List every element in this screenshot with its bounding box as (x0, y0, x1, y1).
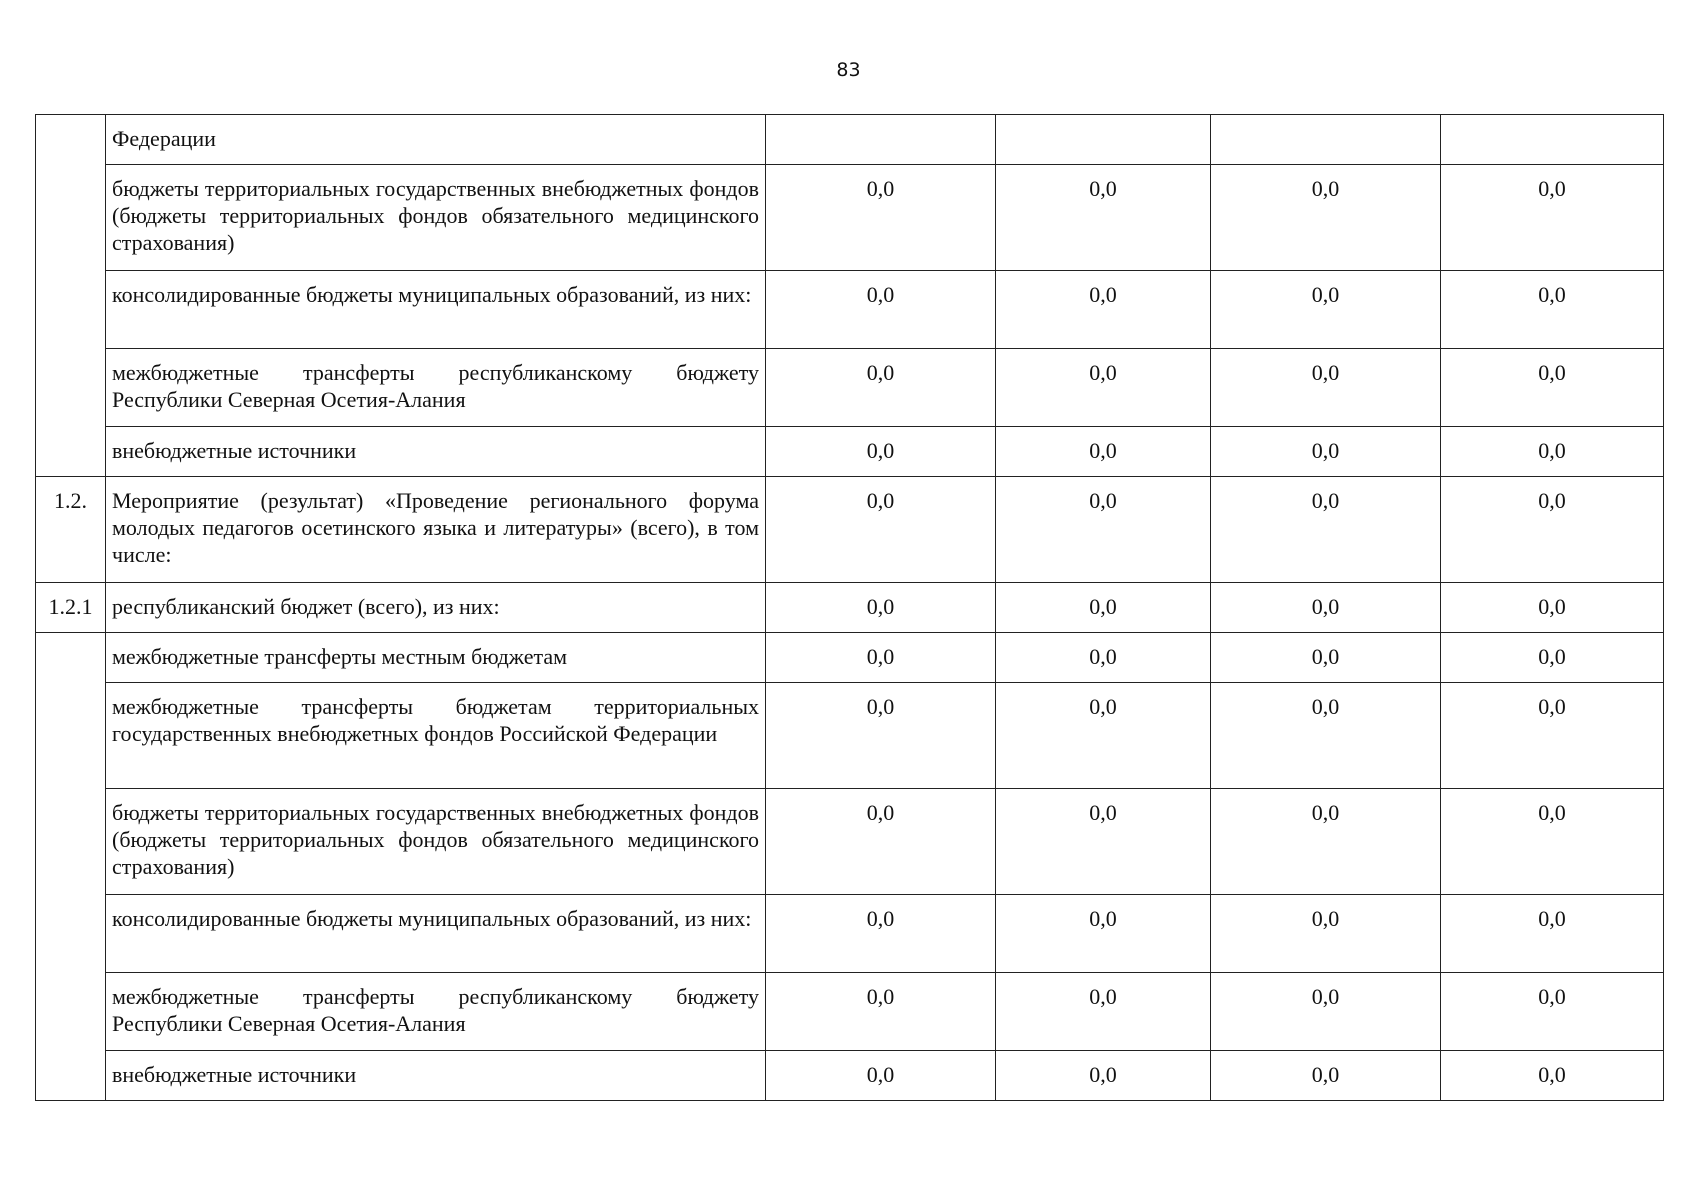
value-cell: 0,0 (1441, 973, 1664, 1051)
table-row (36, 789, 1664, 895)
value-cell: 0,0 (766, 973, 996, 1051)
row-description: межбюджетные трансферты местным бюджетам (106, 633, 766, 683)
table-row (36, 115, 1664, 165)
table-row (36, 427, 1664, 477)
row-description: республиканский бюджет (всего), из них: (106, 583, 766, 633)
row-number (36, 115, 106, 477)
page-number: 83 (836, 59, 861, 81)
value-cell: 0,0 (1441, 1051, 1664, 1101)
value-cell: 0,0 (996, 633, 1211, 683)
value-cell: 0,0 (1211, 427, 1441, 477)
value-cell: 0,0 (1211, 477, 1441, 583)
table-row (36, 683, 1664, 789)
row-description: консолидированные бюджеты муниципальных образований, из них: (106, 895, 766, 973)
value-cell: 0,0 (996, 349, 1211, 427)
table-row (36, 477, 1664, 583)
value-cell: 0,0 (1441, 427, 1664, 477)
row-description: межбюджетные трансферты республиканскому бюджету Республики Северная Осетия-Алания (106, 973, 766, 1051)
value-cell (766, 115, 996, 165)
table-row (36, 1051, 1664, 1101)
row-description: межбюджетные трансферты республиканскому бюджету Республики Северная Осетия-Алания (106, 349, 766, 427)
value-cell: 0,0 (996, 895, 1211, 973)
value-cell: 0,0 (1441, 789, 1664, 895)
table-row (36, 895, 1664, 973)
value-cell: 0,0 (1211, 973, 1441, 1051)
value-cell: 0,0 (1211, 633, 1441, 683)
value-cell: 0,0 (1211, 683, 1441, 789)
budget-table (35, 114, 1664, 1101)
value-cell: 0,0 (996, 1051, 1211, 1101)
row-description: бюджеты территориальных государственных внебюджетных фондов (бюджеты территориальных фондов обязательного медицинского страхования) (106, 789, 766, 895)
value-cell (1211, 115, 1441, 165)
row-number: 1.2.1 (36, 583, 106, 633)
row-description: Федерации (106, 115, 766, 165)
row-description: внебюджетные источники (106, 427, 766, 477)
value-cell: 0,0 (996, 683, 1211, 789)
value-cell: 0,0 (766, 165, 996, 271)
table-row (36, 633, 1664, 683)
value-cell: 0,0 (766, 789, 996, 895)
value-cell: 0,0 (1441, 477, 1664, 583)
value-cell: 0,0 (1441, 165, 1664, 271)
row-number: 1.2. (36, 477, 106, 583)
value-cell: 0,0 (1211, 349, 1441, 427)
value-cell: 0,0 (766, 349, 996, 427)
value-cell: 0,0 (766, 633, 996, 683)
value-cell: 0,0 (996, 789, 1211, 895)
value-cell: 0,0 (766, 895, 996, 973)
row-description: бюджеты территориальных государственных внебюджетных фондов (бюджеты территориальных фондов обязательного медицинского страхования) (106, 165, 766, 271)
value-cell: 0,0 (766, 683, 996, 789)
value-cell: 0,0 (996, 427, 1211, 477)
value-cell: 0,0 (996, 271, 1211, 349)
value-cell: 0,0 (766, 477, 996, 583)
row-description: консолидированные бюджеты муниципальных образований, из них: (106, 271, 766, 349)
value-cell: 0,0 (1441, 271, 1664, 349)
value-cell: 0,0 (1211, 789, 1441, 895)
value-cell: 0,0 (1441, 895, 1664, 973)
value-cell: 0,0 (1441, 683, 1664, 789)
row-description: Мероприятие (результат) «Проведение регионального форума молодых педагогов осетинского языка и литературы» (всего), в том числе: (106, 477, 766, 583)
row-number (36, 633, 106, 1101)
table-row (36, 583, 1664, 633)
value-cell: 0,0 (996, 477, 1211, 583)
row-description: межбюджетные трансферты бюджетам территориальных государственных внебюджетных фондов Российской Федерации (106, 683, 766, 789)
table-row (36, 349, 1664, 427)
value-cell: 0,0 (1441, 583, 1664, 633)
value-cell: 0,0 (996, 973, 1211, 1051)
row-description: внебюджетные источники (106, 1051, 766, 1101)
value-cell: 0,0 (996, 583, 1211, 633)
table-row (36, 165, 1664, 271)
value-cell: 0,0 (1211, 895, 1441, 973)
table-row (36, 973, 1664, 1051)
value-cell (1441, 115, 1664, 165)
value-cell: 0,0 (766, 1051, 996, 1101)
value-cell: 0,0 (1441, 633, 1664, 683)
value-cell: 0,0 (1211, 271, 1441, 349)
value-cell (996, 115, 1211, 165)
table-row (36, 271, 1664, 349)
value-cell: 0,0 (1441, 349, 1664, 427)
value-cell: 0,0 (766, 271, 996, 349)
value-cell: 0,0 (1211, 1051, 1441, 1101)
value-cell: 0,0 (1211, 583, 1441, 633)
value-cell: 0,0 (996, 165, 1211, 271)
value-cell: 0,0 (766, 583, 996, 633)
value-cell: 0,0 (1211, 165, 1441, 271)
value-cell: 0,0 (766, 427, 996, 477)
